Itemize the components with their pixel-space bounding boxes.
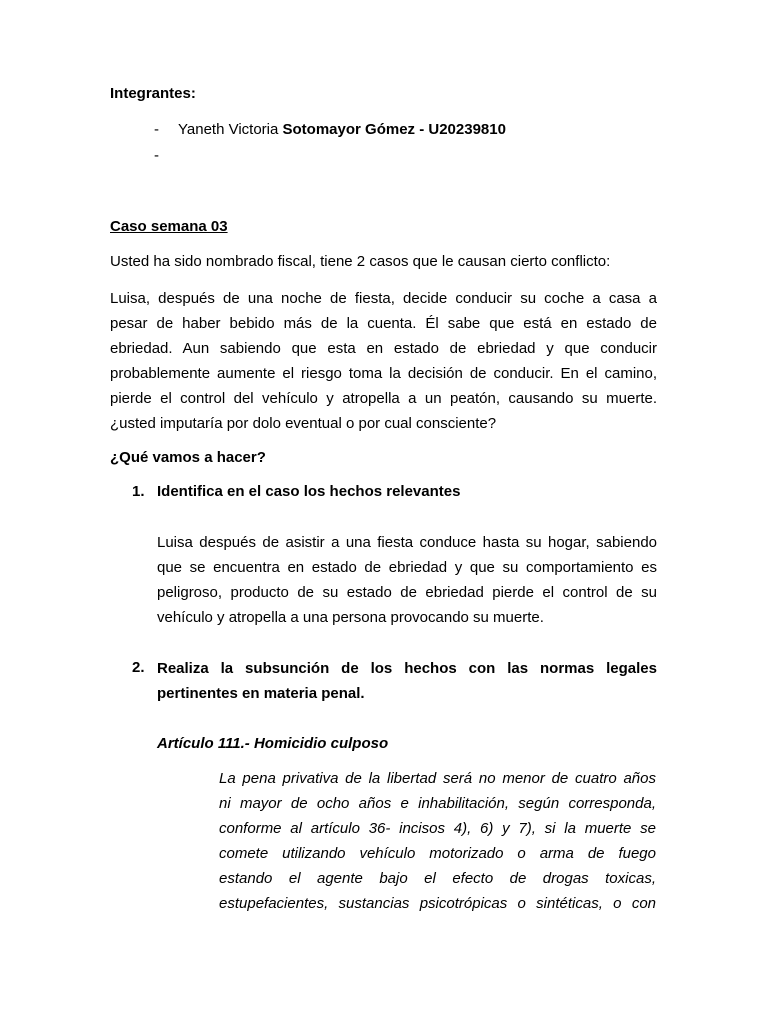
- case-story: [110, 286, 657, 436]
- member-name: [178, 121, 506, 138]
- list-dash: -: [154, 121, 159, 138]
- story-line: ¿usted imputaría por dolo eventual o por cual consciente?: [110, 415, 497, 432]
- story-line: pierde el control del vehículo y atropella a un peatón, causando su muerte.: [110, 390, 657, 407]
- task-title: [157, 656, 657, 706]
- article-line: comete utilizando vehículo motorizado o arma de fuego: [219, 845, 656, 862]
- list-dash: -: [154, 147, 159, 164]
- article-line: ni mayor de ocho años e inhabilitación, según corresponda,: [219, 795, 656, 812]
- answer-line: vehículo y atropella a una persona provocando su muerte.: [157, 609, 544, 626]
- member-surnames-code: Sotomayor Gómez - U20239810: [282, 121, 506, 138]
- article-line: estando el agente bajo el efecto de drogas toxicas,: [219, 870, 656, 887]
- answer-line: peligroso, producto de su estado de ebriedad pierde el control de su: [157, 584, 657, 601]
- article-line: La pena privativa de la libertad será no menor de cuatro años: [219, 770, 656, 787]
- story-line: pesar de haber bebido más de la cuenta. Él sabe que está en estado de: [110, 315, 657, 332]
- article-title: Artículo 111.- Homicidio culposo: [157, 735, 389, 752]
- story-line: ebriedad. Aun sabiendo que esta en estado de ebriedad y que conducir: [110, 340, 657, 357]
- case-intro: Usted ha sido nombrado fiscal, tiene 2 casos que le causan cierto conflicto:: [110, 253, 611, 270]
- task-title-line: pertinentes en materia penal.: [157, 685, 365, 702]
- article-line: estupefacientes, sustancias psicotrópicas o sintéticas, o con: [219, 895, 656, 912]
- member-first-names: Yaneth Victoria: [178, 121, 283, 138]
- story-line: Luisa, después de una noche de fiesta, decide conducir su coche a casa a: [110, 290, 657, 307]
- task-number: 1.: [132, 483, 145, 500]
- task-number: 2.: [132, 659, 145, 676]
- task-answer: [157, 530, 657, 630]
- article-line: conforme al artículo 36- incisos 4), 6) y 7), si la muerte se: [219, 820, 656, 837]
- answer-line: Luisa después de asistir a una fiesta conduce hasta su hogar, sabiendo: [157, 534, 657, 551]
- task-title-line: Realiza la subsunción de los hechos con las normas legales: [157, 660, 657, 677]
- story-line: probablemente aumente el riesgo toma la decisión de conducir. En el camino,: [110, 365, 657, 382]
- tasks-heading: ¿Qué vamos a hacer?: [110, 449, 266, 466]
- article-text: [219, 766, 656, 916]
- task-title: Identifica en el caso los hechos relevantes: [157, 483, 461, 500]
- members-heading: Integrantes:: [110, 85, 196, 102]
- answer-line: que se encuentra en estado de ebriedad y que su comportamiento es: [157, 559, 657, 576]
- case-title: Caso semana 03: [110, 218, 228, 235]
